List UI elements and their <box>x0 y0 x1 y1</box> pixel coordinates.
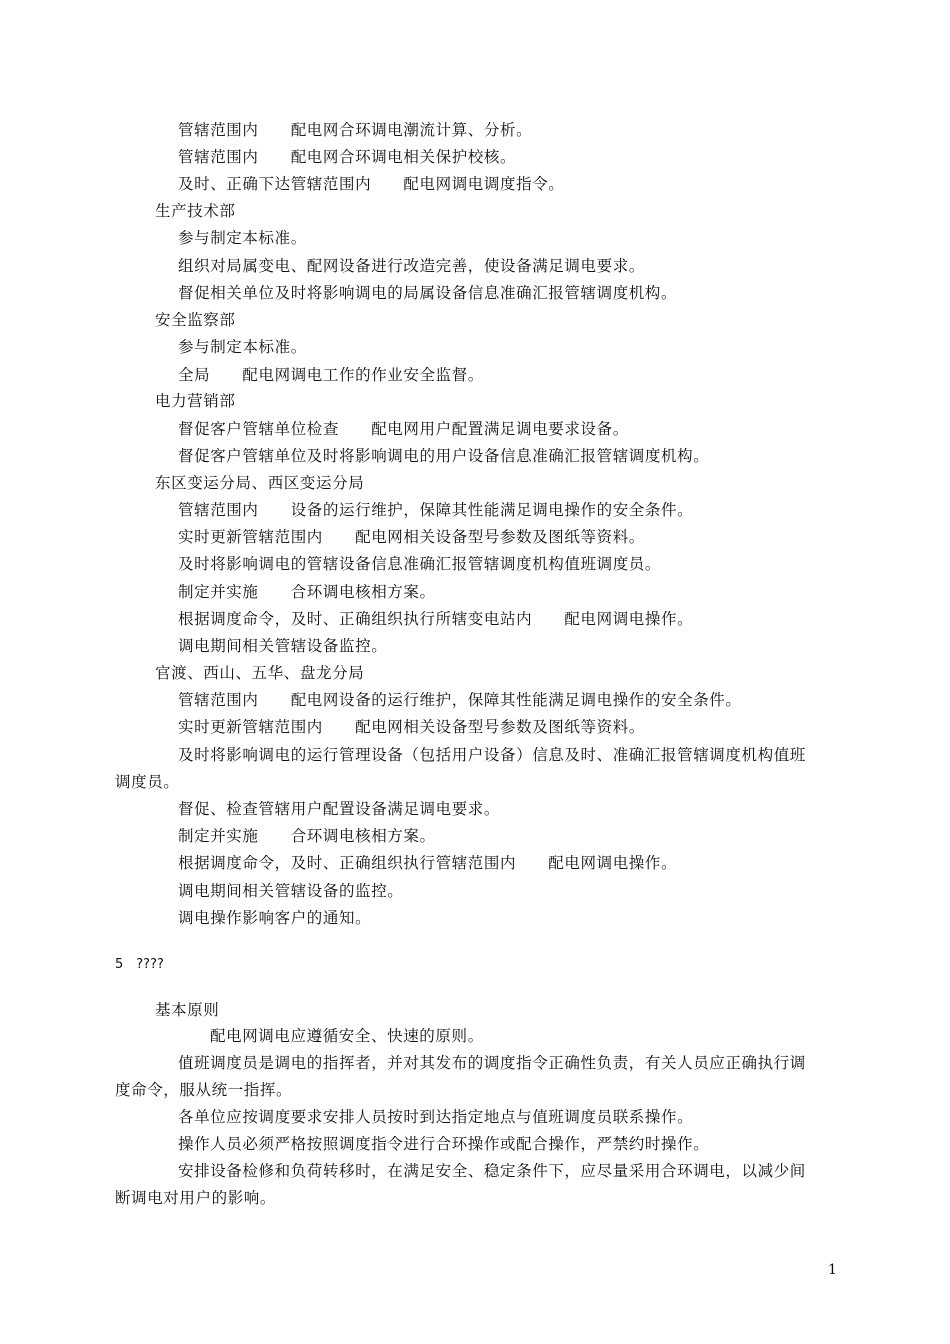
text-line: 督促客户管辖单位及时将影响调电的用户设备信息准确汇报管辖调度机构。 <box>178 447 710 465</box>
text-line: 督促相关单位及时将影响调电的局属设备信息准确汇报管辖调度机构。 <box>178 284 678 302</box>
section-heading: 官渡、西山、五华、盘龙分局 <box>155 664 365 682</box>
text-line: 度命令，服从统一指挥。 <box>115 1081 293 1099</box>
text-line: 根据调度命令，及时、正确组织执行管辖范围内 配电网调电操作。 <box>178 854 678 872</box>
text-line: 管辖范围内 设备的运行维护，保障其性能满足调电操作的安全条件。 <box>178 501 694 519</box>
section-heading: 生产技术部 <box>155 202 236 220</box>
text-line: 断调电对用户的影响。 <box>115 1189 277 1207</box>
section-heading: 安全监察部 <box>155 311 236 329</box>
text-line: 调度员。 <box>115 773 180 791</box>
text-line: 调电期间相关管辖设备监控。 <box>178 637 388 655</box>
page-number: 1 <box>828 1262 837 1278</box>
text-line: 全局 配电网调电工作的作业安全监督。 <box>178 366 484 384</box>
text-line: 制定并实施 合环调电核相方案。 <box>178 827 436 845</box>
text-line: 组织对局属变电、配网设备进行改造完善，使设备满足调电要求。 <box>178 257 645 275</box>
text-line: 调电操作影响客户的通知。 <box>178 909 372 927</box>
text-line: 实时更新管辖范围内 配电网相关设备型号参数及图纸等资料。 <box>178 528 645 546</box>
text-line: 及时、正确下达管辖范围内 配电网调电调度指令。 <box>178 175 565 193</box>
text-line: 操作人员必须严格按照调度指令进行合环操作或配合操作，严禁约时操作。 <box>178 1135 710 1153</box>
text-line: 安排设备检修和负荷转移时，在满足安全、稳定条件下，应尽量采用合环调电，以减少间 <box>178 1162 806 1180</box>
text-line: 管辖范围内 配电网合环调电相关保护校核。 <box>178 148 517 166</box>
text-line: 根据调度命令，及时、正确组织执行所辖变电站内 配电网调电操作。 <box>178 610 694 628</box>
section-heading: 基本原则 <box>155 1001 220 1019</box>
section-title: 5 ???? <box>115 957 164 972</box>
text-line: 督促客户管辖单位检查 配电网用户配置满足调电要求设备。 <box>178 420 629 438</box>
text-line: 参与制定本标准。 <box>178 338 307 356</box>
text-line: 值班调度员是调电的指挥者，并对其发布的调度指令正确性负责，有关人员应正确执行调 <box>178 1054 806 1072</box>
text-line: 参与制定本标准。 <box>178 229 307 247</box>
text-line: 调电期间相关管辖设备的监控。 <box>178 882 404 900</box>
text-line: 各单位应按调度要求安排人员按时到达指定地点与值班调度员联系操作。 <box>178 1108 694 1126</box>
text-line: 督促、检查管辖用户配置设备满足调电要求。 <box>178 800 501 818</box>
section-heading: 电力营销部 <box>155 392 236 410</box>
text-line: 及时将影响调电的管辖设备信息准确汇报管辖调度机构值班调度员。 <box>178 555 662 573</box>
text-line: 实时更新管辖范围内 配电网相关设备型号参数及图纸等资料。 <box>178 718 645 736</box>
text-line: 配电网调电应遵循安全、快速的原则。 <box>210 1027 484 1045</box>
section-heading: 东区变运分局、西区变运分局 <box>155 474 365 492</box>
text-line: 及时将影响调电的运行管理设备（包括用户设备）信息及时、准确汇报管辖调度机构值班 <box>178 746 806 764</box>
text-line: 制定并实施 合环调电核相方案。 <box>178 583 436 601</box>
text-line: 管辖范围内 配电网合环调电潮流计算、分析。 <box>178 121 533 139</box>
text-line: 管辖范围内 配电网设备的运行维护，保障其性能满足调电操作的安全条件。 <box>178 691 742 709</box>
